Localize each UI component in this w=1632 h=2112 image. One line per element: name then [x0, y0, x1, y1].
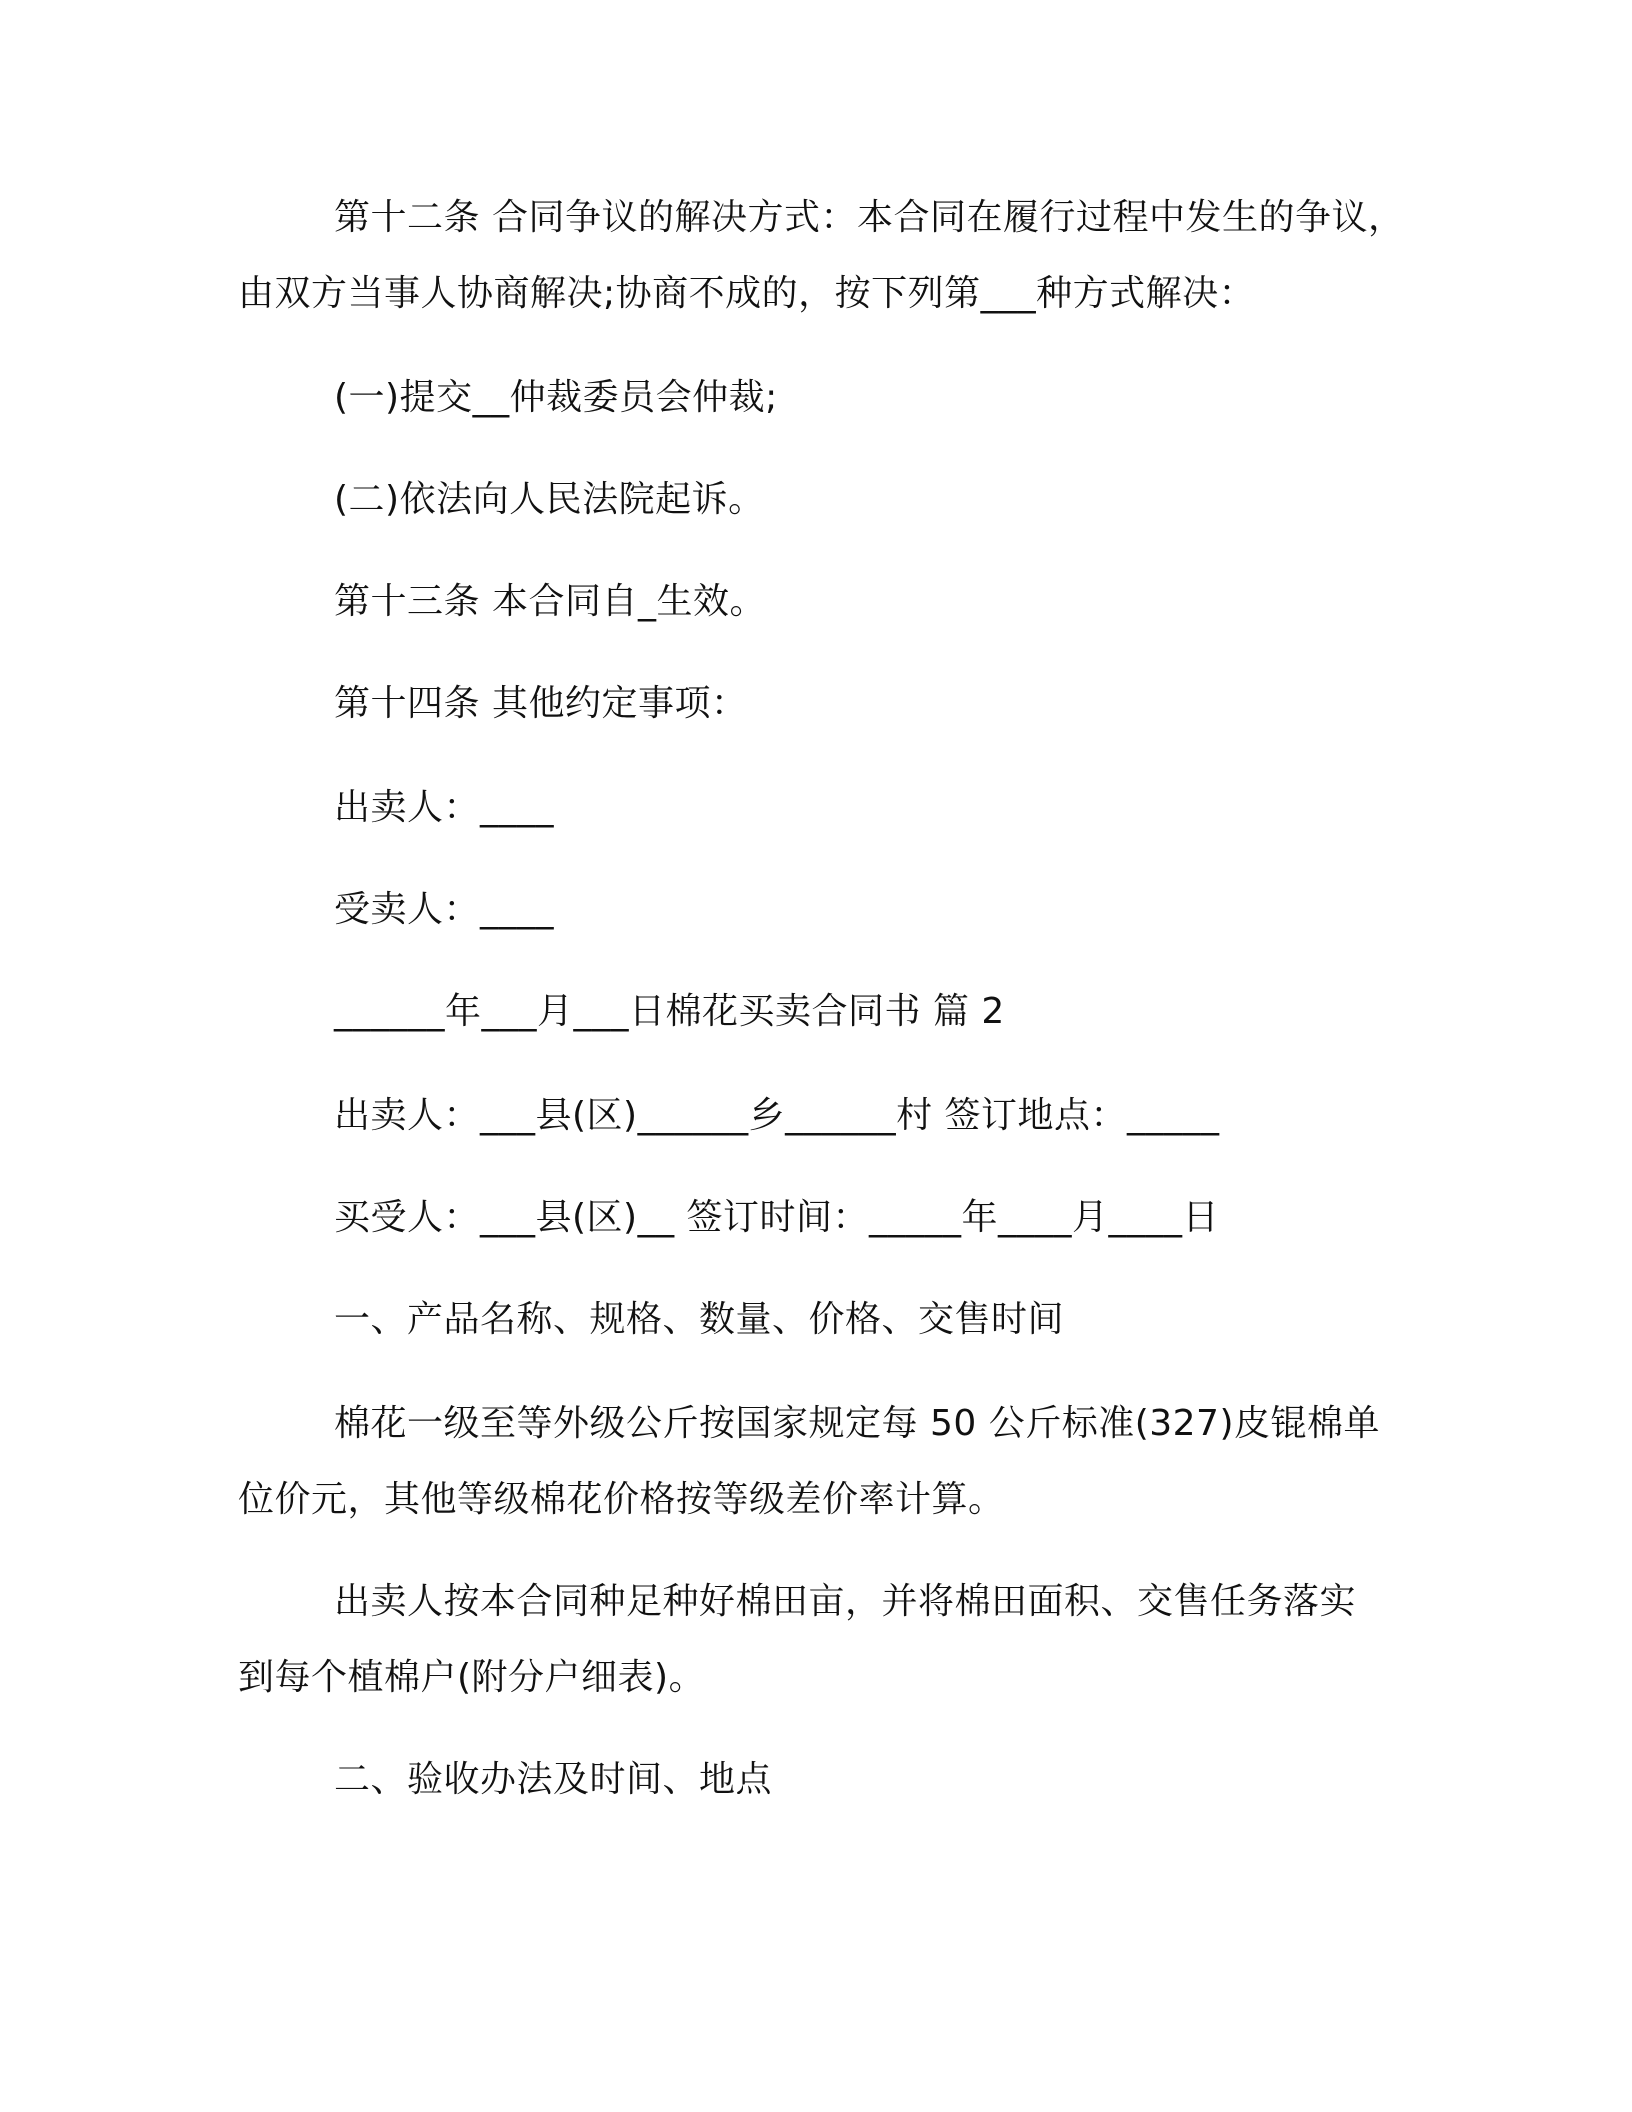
planting-paragraph-line-2: 到每个植棉户(附分户细表)。: [238, 1657, 706, 1698]
seller-location-line: 出卖人：___县(区)______乡______村 签订地点：_____: [334, 1095, 1220, 1136]
seller-signature-line: 出卖人：____: [334, 787, 555, 828]
article-12-line-1: 第十二条 合同争议的解决方式：本合同在履行过程中发生的争议，: [334, 197, 1405, 238]
buyer-time-line: 买受人：___县(区)__ 签订时间：_____年____月____日: [334, 1197, 1220, 1238]
planting-paragraph-line-1: 出卖人按本合同种足种好棉田亩，并将棉田面积、交售任务落实: [334, 1581, 1357, 1622]
date-and-contract-2-heading: ______年___月___日棉花买卖合同书 篇 2: [334, 991, 1005, 1032]
price-paragraph-line-1: 棉花一级至等外级公斤按国家规定每 50 公斤标准(327)皮锟棉单: [334, 1403, 1380, 1444]
section-1-heading: 一、产品名称、规格、数量、价格、交售时间: [334, 1299, 1065, 1340]
option-arbitration: (一)提交__仲裁委员会仲裁;: [334, 377, 778, 418]
option-court: (二)依法向人民法院起诉。: [334, 479, 765, 520]
article-13: 第十三条 本合同自_生效。: [334, 581, 766, 622]
buyer-signature-line: 受卖人：____: [334, 889, 555, 930]
article-12-line-2: 由双方当事人协商解决;协商不成的，按下列第___种方式解决：: [238, 273, 1256, 314]
price-paragraph-line-2: 位价元，其他等级棉花价格按等级差价率计算。: [238, 1479, 1005, 1520]
article-14: 第十四条 其他约定事项：: [334, 683, 748, 724]
section-2-heading: 二、验收办法及时间、地点: [334, 1759, 773, 1800]
